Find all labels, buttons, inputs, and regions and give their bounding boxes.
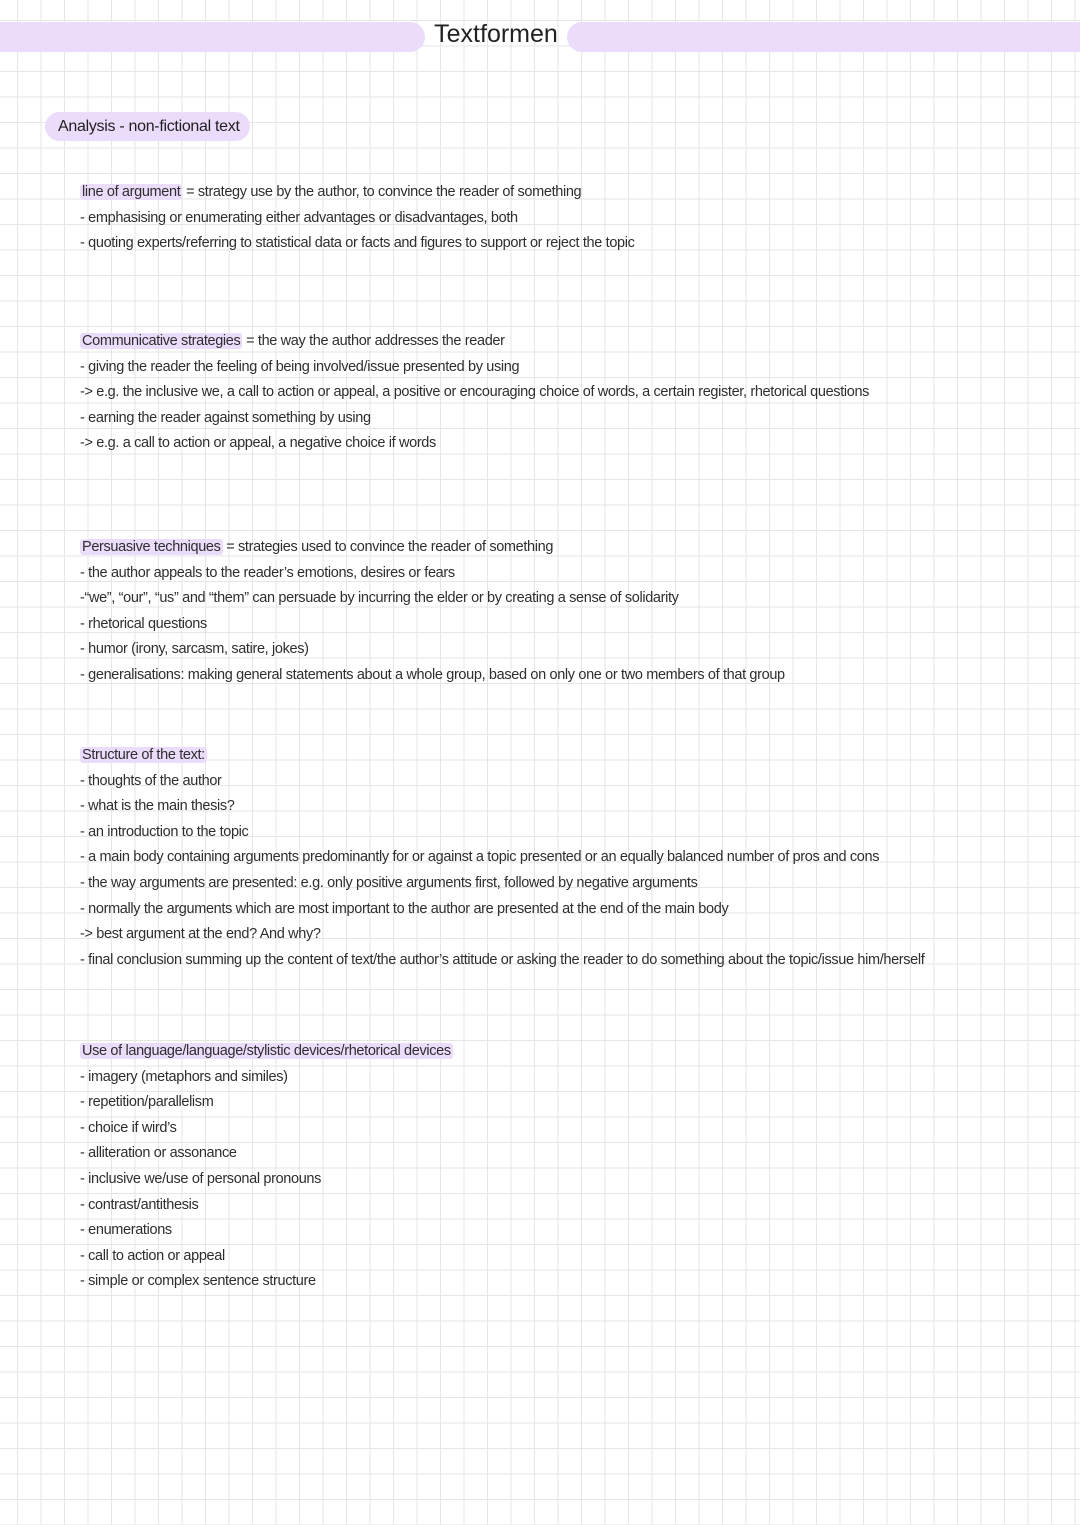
- note-line: - the author appeals to the reader’s emotions, desires or fears: [80, 564, 455, 581]
- note-line: - final conclusion summing up the content of text/the author’s attitude or asking the reader to do something about the topic/issue him/herself: [80, 951, 925, 968]
- note-line: - inclusive we/use of personal pronouns: [80, 1170, 322, 1187]
- note-line: - the way arguments are presented: e.g. only positive arguments first, followed by negative arguments: [80, 874, 698, 891]
- note-line: -“we”, “our”, “us” and “them” can persuade by incurring the elder or by creating a sense of solidarity: [80, 590, 679, 607]
- note-line: - alliteration or assonance: [80, 1145, 237, 1162]
- note-line: - emphasising or enumerating either advantages or disadvantages, both: [80, 209, 518, 226]
- note-section: [80, 329, 869, 457]
- section-header-line: [80, 535, 785, 561]
- note-section: [80, 1039, 453, 1295]
- note-line: -> e.g. a call to action or appeal, a negative choice if words: [80, 435, 436, 452]
- note-line: - humor (irony, sarcasm, satire, jokes): [80, 641, 309, 658]
- section-header-line: [80, 743, 924, 769]
- note-line: -> best argument at the end? And why?: [80, 926, 321, 943]
- note-line: - normally the arguments which are most important to the author are presented at the end of the main body: [80, 900, 729, 917]
- note-section: [80, 180, 635, 257]
- note-line: - an introduction to the topic: [80, 823, 249, 840]
- title-band-right: [567, 22, 1080, 52]
- note-section: [80, 743, 924, 973]
- section-header-line: [80, 1039, 453, 1065]
- note-line: - call to action or appeal: [80, 1247, 225, 1264]
- note-line: - enumerations: [80, 1222, 172, 1239]
- note-line: - generalisations: making general statements about a whole group, based on only one or two members of that group: [80, 666, 785, 683]
- note-line: - simple or complex sentence structure: [80, 1273, 316, 1290]
- term-definition: = the way the author addresses the reader: [242, 333, 505, 349]
- section-heading: Analysis - non-fictional text: [45, 112, 250, 141]
- note-line: -> e.g. the inclusive we, a call to action or appeal, a positive or encouraging choice of words, a certain register, rhetorical questions: [80, 384, 870, 401]
- note-section: [80, 535, 785, 689]
- page-title: Textformen: [434, 20, 558, 48]
- note-line: - what is the main thesis?: [80, 798, 235, 815]
- note-line: - quoting experts/referring to statistical data or facts and figures to support or reject the topic: [80, 235, 635, 252]
- highlighted-term: Use of language/language/stylistic devices/rhetorical devices: [82, 1043, 451, 1059]
- highlighted-term: line of argument: [82, 184, 181, 200]
- title-band-left: [0, 22, 425, 52]
- section-header-line: [80, 329, 869, 355]
- note-line: - giving the reader the feeling of being involved/issue presented by using: [80, 358, 520, 375]
- note-line: - choice if wird’s: [80, 1119, 177, 1136]
- highlighted-term: Communicative strategies: [82, 333, 241, 349]
- note-line: - imagery (metaphors and similes): [80, 1068, 288, 1085]
- term-definition: = strategy use by the author, to convince the reader of something: [182, 184, 582, 200]
- note-line: - repetition/parallelism: [80, 1094, 214, 1111]
- highlighted-term: Structure of the text:: [82, 747, 205, 763]
- note-line: - a main body containing arguments predominantly for or against a topic presented or an equally balanced number of pros and cons: [80, 849, 880, 866]
- note-line: - contrast/antithesis: [80, 1196, 199, 1213]
- section-header-line: [80, 180, 635, 206]
- note-line: - rhetorical questions: [80, 615, 207, 632]
- highlighted-term: Persuasive techniques: [82, 539, 221, 555]
- note-line: - earning the reader against something by using: [80, 409, 371, 426]
- note-line: - thoughts of the author: [80, 772, 222, 789]
- term-definition: = strategies used to convince the reader of something: [222, 539, 554, 555]
